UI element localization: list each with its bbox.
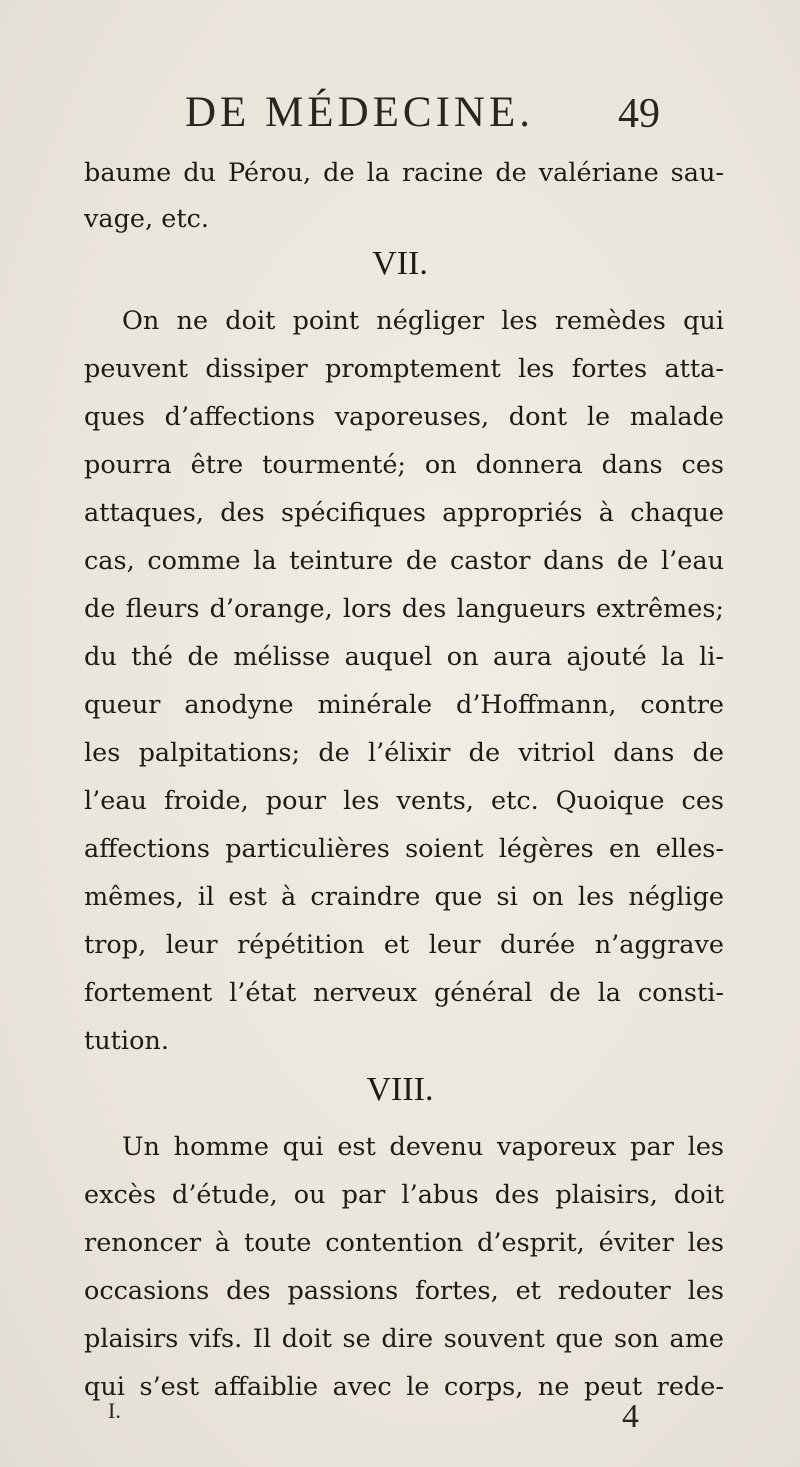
text-line: occasions des passions fortes, et redouter les [84, 1276, 724, 1306]
text-line: l’eau froide, pour les vents, etc. Quoique ces [84, 786, 724, 816]
section-number-viii: VIII. [366, 1071, 434, 1108]
text-line: ques d’affections vaporeuses, dont le malade [84, 402, 724, 432]
section-number-vii: VII. [372, 245, 428, 282]
text-line: fortement l’état nerveux général de la consti- [84, 978, 724, 1008]
text-line: attaques, des spécifiques appropriés à chaque [84, 498, 724, 528]
text-line: queur anodyne minérale d’Hoffmann, contre [84, 690, 724, 720]
signature-mark: I. [108, 1398, 121, 1423]
text-line: qui s’est affaiblie avec le corps, ne peut rede- [84, 1372, 724, 1402]
text-line: cas, comme la teinture de castor dans de l’eau [84, 546, 724, 576]
text-line: affections particulières soient légères en elles- [84, 834, 724, 864]
text-line: On ne doit point négliger les remèdes qui [122, 306, 724, 336]
text-line: renoncer à toute contention d’esprit, éviter les [84, 1228, 724, 1258]
text-line: baume du Pérou, de la racine de valériane sau- [84, 158, 724, 188]
text-line: mêmes, il est à craindre que si on les néglige [84, 882, 724, 912]
text-line: excès d’étude, ou par l’abus des plaisirs, doit [84, 1180, 724, 1210]
running-title: DE MÉDECINE. [185, 89, 534, 136]
text-line: trop, leur répétition et leur durée n’aggrave [84, 930, 724, 960]
text-line: pourra être tourmenté; on donnera dans ces [84, 450, 724, 480]
page-header [0, 88, 800, 158]
text-line: de fleurs d’orange, lors des langueurs extrêmes; [84, 594, 724, 624]
text-line: les palpitations; de l’élixir de vitriol dans de [84, 738, 724, 768]
text-line: tution. [84, 1026, 169, 1056]
signature-number: 4 [622, 1398, 639, 1435]
text-line: du thé de mélisse auquel on aura ajouté la li- [84, 642, 724, 672]
text-line: peuvent dissiper promptement les fortes atta- [84, 354, 724, 384]
text-line: plaisirs vifs. Il doit se dire souvent que son ame [84, 1324, 724, 1354]
text-line: Un homme qui est devenu vaporeux par les [122, 1132, 724, 1162]
text-line: vage, etc. [84, 204, 209, 234]
page-number: 49 [618, 91, 660, 137]
